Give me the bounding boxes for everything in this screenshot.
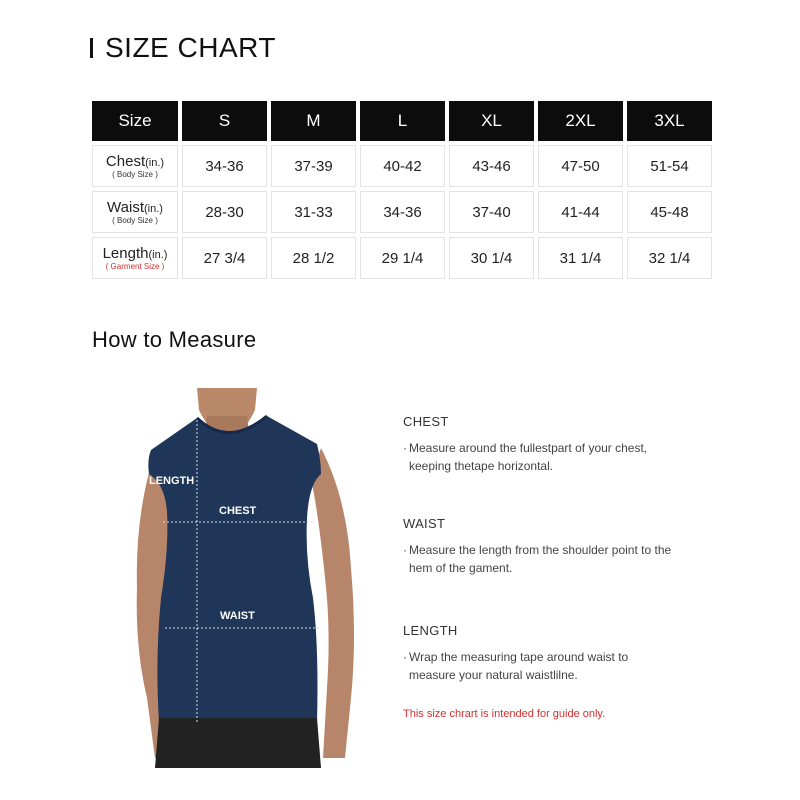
bullet-dot: · xyxy=(403,441,407,455)
header-size: Size xyxy=(92,101,178,141)
row-label-sub: ( Garment Size ) xyxy=(105,261,165,271)
row-label-text: Waist xyxy=(107,198,144,216)
guide-note: This size chrart is intended for guide only. xyxy=(403,708,606,720)
header-size-3xl: 3XL xyxy=(627,101,712,141)
table-cell: 51-54 xyxy=(627,145,712,187)
size-table xyxy=(88,97,716,283)
table-cell: 47-50 xyxy=(538,145,623,187)
model-right-arm xyxy=(311,448,354,758)
section-waist xyxy=(403,516,733,577)
row-label-waist xyxy=(92,191,178,233)
row-label-text: Length xyxy=(102,244,149,262)
row-label-length xyxy=(92,237,178,279)
table-row-chest xyxy=(92,145,712,187)
table-cell: 31 1/4 xyxy=(538,237,623,279)
table-cell: 31-33 xyxy=(271,191,356,233)
table-cell: 34-36 xyxy=(360,191,445,233)
how-to-measure-title: How to Measure xyxy=(92,327,257,352)
table-cell: 40-42 xyxy=(360,145,445,187)
section-line: hem of the gament. xyxy=(409,561,513,575)
section-heading: WAIST xyxy=(403,516,446,531)
row-label-sub: ( Body Size ) xyxy=(112,169,158,179)
table-cell: 34-36 xyxy=(182,145,267,187)
row-label-text: Chest xyxy=(105,152,146,170)
row-label-sub: ( Body Size ) xyxy=(112,215,158,225)
table-cell: 37-39 xyxy=(271,145,356,187)
page-title: SIZE CHART xyxy=(105,32,276,63)
header-size-xl: XL xyxy=(449,101,534,141)
figure-label-length: LENGTH xyxy=(149,475,195,487)
table-cell: 28 1/2 xyxy=(271,237,356,279)
table-row-length xyxy=(92,237,712,279)
size-header-row xyxy=(92,101,712,141)
figure-label-waist: WAIST xyxy=(220,610,255,622)
table-cell: 30 1/4 xyxy=(449,237,534,279)
title-accent-bar xyxy=(90,38,93,58)
section-body xyxy=(403,648,733,684)
section-line: measure your natural waistlilne. xyxy=(409,668,578,682)
row-label-unit: (in.) xyxy=(148,248,168,261)
bullet-dot: · xyxy=(403,543,407,557)
section-body xyxy=(403,541,733,577)
section-chest xyxy=(403,414,733,475)
section-heading: LENGTH xyxy=(403,623,458,638)
row-label-unit: (in.) xyxy=(144,202,163,215)
header-size-2xl: 2XL xyxy=(538,101,623,141)
section-length xyxy=(403,623,733,684)
table-cell: 43-46 xyxy=(449,145,534,187)
table-cell: 37-40 xyxy=(449,191,534,233)
section-line: Wrap the measuring tape around waist to xyxy=(409,650,629,664)
section-line: Measure the length from the shoulder point to the xyxy=(409,543,672,557)
row-label-chest xyxy=(92,145,178,187)
header-size-m: M xyxy=(271,101,356,141)
model-figure-illustration xyxy=(125,388,365,768)
table-row-waist xyxy=(92,191,712,233)
header-size-l: L xyxy=(360,101,445,141)
bullet-dot: · xyxy=(403,650,407,664)
table-cell: 41-44 xyxy=(538,191,623,233)
table-cell: 29 1/4 xyxy=(360,237,445,279)
figure-label-chest: CHEST xyxy=(219,505,257,517)
section-line: Measure around the fullestpart of your chest, xyxy=(409,441,648,455)
size-chart-title xyxy=(90,32,276,64)
row-label-unit: (in.) xyxy=(145,156,165,169)
section-heading: CHEST xyxy=(403,414,449,429)
tank-top xyxy=(148,416,321,722)
section-line: keeping thetape horizontal. xyxy=(409,459,554,473)
header-size-s: S xyxy=(182,101,267,141)
section-body xyxy=(403,439,733,475)
table-cell: 32 1/4 xyxy=(627,237,712,279)
shorts xyxy=(155,718,321,768)
table-cell: 45-48 xyxy=(627,191,712,233)
table-cell: 27 3/4 xyxy=(182,237,267,279)
table-cell: 28-30 xyxy=(182,191,267,233)
